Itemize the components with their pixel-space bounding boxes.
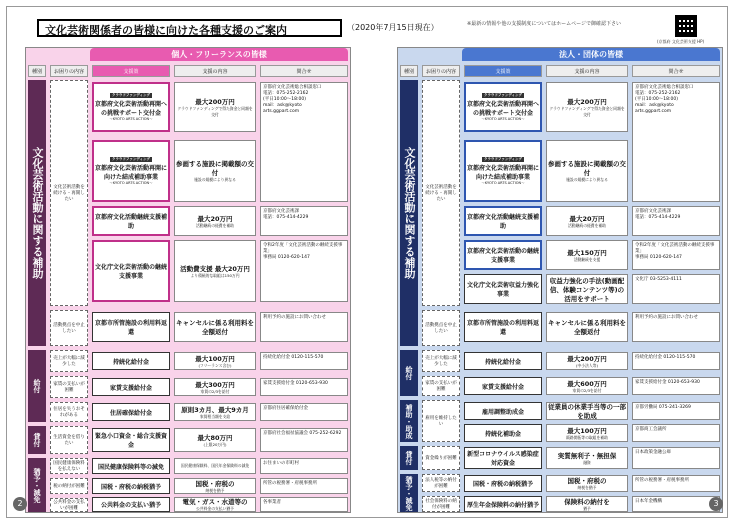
- amount-sub: 公共料金の支払い猶予: [196, 506, 234, 511]
- program-sub: ～KYOTO ARTS ACTION～: [481, 180, 525, 185]
- category-loan: 貸付: [400, 446, 418, 470]
- amount-box: [546, 424, 628, 442]
- amount-sub: 活動継続を支援: [573, 256, 601, 262]
- amount-sub: 国民健康保険料、国民年金保険料の減免: [180, 463, 250, 468]
- amount-box: [546, 312, 628, 342]
- category-deferral: 猶予・減免: [400, 474, 418, 512]
- program-name: 京都府文化芸術活動再開への挑戦サポート交付金: [95, 100, 168, 117]
- need-item: 活動拠点を中止したい: [422, 310, 460, 346]
- need-item: 住居を失うおそれがある: [50, 402, 88, 422]
- amount-box: [174, 458, 256, 474]
- col-head-type: 種別: [400, 65, 418, 77]
- program-box[interactable]: 持続化給付金: [464, 352, 542, 370]
- update-note: ※最新の情報や他の支援制度についてはホームページで御確認下さい: [467, 21, 621, 27]
- amount-box: [546, 352, 628, 370]
- contact-box: 利用予約の施設にお問い合わせ: [632, 312, 720, 342]
- contact-box: 家賃支援給付金 0120-653-930: [260, 378, 348, 396]
- amount-main: 国税・府税の: [195, 479, 235, 488]
- program-badge: クラウドファンディング: [484, 156, 522, 161]
- need-item: 家賃の支払いが困難: [422, 376, 460, 396]
- contact-box: [260, 82, 348, 202]
- program-box[interactable]: 文化庁文化芸術活動の継続支援事業: [92, 240, 170, 302]
- amount-main: 最大300万円: [195, 380, 235, 389]
- amount-main: 最大100万円: [567, 426, 607, 435]
- amount-box: [174, 206, 256, 236]
- contact-text: 京都府文化芸術総合相談窓口 電話：075-252-2162 (平日10:00～18:00): [263, 85, 322, 103]
- program-box[interactable]: 公共料金の支払い猶予: [92, 497, 170, 512]
- amount-box: [546, 475, 628, 492]
- amount-sub: 猶予: [583, 505, 591, 511]
- contact-box: 京都府文化芸術課 電話：075-414-4229: [632, 206, 720, 236]
- amount-box: [546, 206, 628, 236]
- amount-sub: クラウドファンディングで得た資金と同額を交付: [177, 105, 253, 117]
- need-item: 国民健康保険料を払えない: [50, 458, 88, 474]
- contact-box: 京都労働局 075-241-3269: [632, 402, 720, 420]
- amount-box: [546, 496, 628, 512]
- contact-box: 日本年金機構: [632, 496, 720, 512]
- contact-email[interactable]: mail：ask@kyoto arts.ggpart.com: [263, 103, 302, 115]
- panel-heading-individual: 個人・フリーランスの皆様: [90, 48, 348, 61]
- col-head-program: 支援策: [92, 65, 170, 77]
- title-date: （2020年7月15日現在）: [347, 23, 439, 32]
- need-item: 文化芸術活動を続ける・再開したい: [50, 80, 88, 306]
- col-head-content: 支援の内容: [174, 65, 256, 77]
- program-box[interactable]: 京都市所管施設の利用料返還: [92, 312, 170, 342]
- category-subsidy: 文化芸術活動に関する補助: [400, 80, 418, 346]
- amount-box: [174, 312, 256, 342]
- program-box[interactable]: 京都府文化芸術活動の継続支援事業: [464, 240, 542, 270]
- amount-sub: 納税を猶予: [205, 487, 225, 493]
- col-head-need: お困りの内容: [50, 65, 88, 77]
- program-sub: ～KYOTO ARTS ACTION～: [109, 180, 153, 185]
- amount-box: [546, 377, 628, 395]
- amount-main: キャンセルに係る利用料を全額返付: [548, 319, 626, 336]
- panel-heading-corporate: 法人・団体の皆様: [462, 48, 720, 61]
- program-box[interactable]: 家賃支援給付金: [92, 378, 170, 396]
- program-sub: ～KYOTO ARTS ACTION～: [481, 116, 525, 121]
- contact-box: お住まいの市町村: [260, 458, 348, 474]
- amount-box: [174, 497, 256, 512]
- panel-corporate: [397, 47, 723, 513]
- amount-sub: より積極的な取組は150万円: [190, 272, 240, 278]
- col-head-contact: 問合せ: [260, 65, 348, 77]
- contact-box: 令和2年度「文化芸術活動の継続支援事業」 事務局 0120-620-147: [260, 240, 348, 302]
- program-box[interactable]: [464, 140, 542, 202]
- amount-box: [546, 447, 628, 469]
- page-frame: [6, 6, 728, 518]
- program-box[interactable]: [464, 82, 542, 132]
- amount-main: 活動費支援 最大20万円: [180, 264, 250, 273]
- col-head-need: お困りの内容: [422, 65, 460, 77]
- amount-box: [546, 240, 628, 270]
- qr-caption: (京都府 文化芸術支援 HP): [657, 39, 705, 44]
- amount-sub: 施設の規模により異なる: [566, 177, 608, 182]
- amount-main: 最大20万円: [569, 214, 605, 223]
- amount-main: 最大80万円: [197, 433, 233, 442]
- program-box[interactable]: 国民健康保険料等の減免: [92, 458, 170, 474]
- program-box[interactable]: 国税・府税の納税猶予: [92, 478, 170, 494]
- amount-main: 参画する施設に掲載額の交付: [176, 160, 254, 177]
- col-head-type: 種別: [28, 65, 46, 77]
- program-box[interactable]: 持続化給付金: [92, 352, 170, 370]
- need-item: 税の納付が困難: [50, 478, 88, 494]
- program-badge: クラウドファンディング: [112, 92, 150, 97]
- program-box[interactable]: [92, 140, 170, 202]
- program-box[interactable]: 京都府文化活動継続支援補助: [464, 206, 542, 236]
- contact-box: 京都府社会福祉協議会 075-252-6292: [260, 428, 348, 452]
- amount-main: 電気・ガス・水道等の: [182, 498, 248, 506]
- amount-sub: (中小法人等): [576, 362, 598, 368]
- contact-box: 京都府文化芸術課 電話：075-414-4229: [260, 206, 348, 236]
- amount-box: [174, 403, 256, 421]
- panel-individual: [25, 47, 351, 513]
- category-subsidy: 文化芸術活動に関する補助: [28, 80, 46, 346]
- program-badge: クラウドファンディング: [484, 92, 522, 97]
- contact-box: 所管の税務署・府税事務所: [260, 478, 348, 494]
- amount-sub: 販路開拓等の取組を補助: [566, 434, 608, 440]
- need-item: 資金繰りが困難: [422, 446, 460, 470]
- amount-sub: 家賃の2/3を給付: [200, 388, 230, 394]
- program-sub: ～KYOTO ARTS ACTION～: [109, 116, 153, 121]
- amount-box: [174, 82, 256, 132]
- amount-main: 保険料の納付を: [564, 497, 610, 506]
- program-name: 京都府文化芸術活動再開への挑戦サポート交付金: [467, 100, 540, 117]
- amount-main: キャンセルに係る利用料を全額返付: [176, 319, 254, 336]
- category-benefit: 給付: [28, 350, 46, 422]
- amount-box: [174, 240, 256, 302]
- need-item: 文化芸術活動を続ける・再開したい: [422, 80, 460, 306]
- col-head-program: 支援策: [464, 65, 542, 77]
- contact-box: 家賃支援給付金 0120-653-930: [632, 377, 720, 395]
- amount-box: [174, 378, 256, 396]
- need-item: 雇用を維持したい: [422, 400, 460, 442]
- page-number-left: 2: [13, 497, 27, 511]
- amount-box: [174, 478, 256, 494]
- contact-email[interactable]: mail：ask@kyoto arts.ggpart.com: [635, 103, 674, 115]
- need-item: 公共料金の支払いが困難: [50, 498, 88, 512]
- amount-main: 従業員の休業手当等の一部を助成: [548, 403, 626, 420]
- amount-main: 最大20万円: [197, 214, 233, 223]
- amount-main: 原則3カ月、最大9カ月: [181, 405, 249, 414]
- amount-sub: クラウドファンディングで得た資金と同額を交付: [549, 105, 625, 117]
- category-grant: 補助・助成: [400, 400, 418, 442]
- program-box[interactable]: 緊急小口資金・総合支援資金: [92, 428, 170, 452]
- amount-main: 収益力強化の手法(動画配信、体験コンテンツ等)の活用をサポート: [549, 276, 625, 303]
- category-deferral: 猶予・減免: [28, 458, 46, 512]
- contact-box: [632, 82, 720, 202]
- contact-box: 京都府住居確保給付金: [260, 403, 348, 421]
- program-box[interactable]: 厚生年金保険料の納付猶予: [464, 496, 542, 512]
- program-box[interactable]: 住居確保給付金: [92, 403, 170, 421]
- amount-sub: 活動継続の経費を補助: [196, 222, 234, 228]
- program-box[interactable]: 持続化補助金: [464, 424, 542, 442]
- page-number-right: 3: [709, 497, 723, 511]
- need-item: 家賃の支払いが困難: [50, 376, 88, 398]
- qr-code-icon[interactable]: [675, 15, 697, 37]
- contact-box: 所管の税務署・府税事務所: [632, 475, 720, 492]
- contact-box: 持続化給付金 0120-115-570: [260, 352, 348, 370]
- program-box[interactable]: 京都市所管施設の利用料返還: [464, 312, 542, 342]
- program-box[interactable]: 文化庁文化芸術収益力強化事業: [464, 274, 542, 304]
- amount-box: [546, 82, 628, 132]
- amount-box: [546, 140, 628, 202]
- need-item: 社会保険料の納付が困難: [422, 496, 460, 512]
- amount-sub: 融資: [583, 459, 591, 465]
- category-benefit: 給付: [400, 350, 418, 396]
- amount-sub: 活動継続の経費を補助: [568, 222, 606, 228]
- amount-box: [174, 140, 256, 202]
- amount-sub: (上限20万円): [203, 441, 227, 447]
- amount-main: 最大200万円: [567, 97, 607, 106]
- amount-box: [546, 274, 628, 304]
- program-box[interactable]: 雇用調整助成金: [464, 402, 542, 420]
- amount-sub: (フリーランス含む): [198, 362, 232, 368]
- contact-box: 令和2年度「文化芸術活動の継続支援事業」 事務局 0120-620-147: [632, 240, 720, 270]
- amount-box: [174, 428, 256, 452]
- col-head-contact: 問合せ: [632, 65, 720, 77]
- page-title: 文化芸術関係者の皆様に向けた各種支援のご案内: [37, 19, 342, 37]
- program-name: 京都府文化芸術活動再開に向けた結成補助事業: [467, 164, 540, 181]
- amount-main: 実質無利子・無担保: [557, 451, 617, 460]
- contact-text: 京都府文化芸術総合相談窓口 電話：075-252-2162 (平日10:00～18:00): [635, 85, 694, 103]
- col-head-content: 支援の内容: [546, 65, 628, 77]
- program-badge: クラウドファンディング: [112, 156, 150, 161]
- program-box[interactable]: [92, 82, 170, 132]
- program-box[interactable]: 新型コロナウイルス感染症対応資金: [464, 447, 542, 469]
- amount-box: [174, 352, 256, 370]
- contact-box: 日本政策金融公庫: [632, 447, 720, 469]
- amount-main: 最大150万円: [567, 248, 607, 257]
- amount-main: 参画する施設に掲載額の交付: [548, 160, 626, 177]
- amount-main: 最大600万円: [567, 379, 607, 388]
- amount-main: 国税・府税の: [567, 477, 607, 485]
- amount-sub: 施設の規模により異なる: [194, 177, 236, 182]
- need-item: 売上が大幅に減少した: [422, 350, 460, 372]
- category-loan: 貸付: [28, 426, 46, 454]
- contact-box: 持続化給付金 0120-115-570: [632, 352, 720, 370]
- program-box[interactable]: 家賃支援給付金: [464, 377, 542, 395]
- program-name: 京都府文化芸術活動再開に向けた結成補助事業: [95, 164, 168, 181]
- amount-main: 最大200万円: [195, 97, 235, 106]
- need-item: 法人税等の納付が困難: [422, 474, 460, 492]
- program-box[interactable]: 京都府文化活動継続支援補助: [92, 206, 170, 236]
- amount-sub: 納税を猶予: [577, 485, 597, 490]
- contact-box: 利用予約の施設にお問い合わせ: [260, 312, 348, 342]
- amount-box: [546, 402, 628, 420]
- amount-sub: 家賃の2/3を給付: [572, 387, 602, 393]
- amount-sub: 家賃相当額を支給: [199, 413, 231, 419]
- amount-main: 最大200万円: [567, 354, 607, 363]
- contact-box: 文化庁 03-5253-4111: [632, 274, 720, 304]
- program-box[interactable]: 国税・府税の納税猶予: [464, 475, 542, 492]
- need-item: 活動拠点を中止したい: [50, 310, 88, 346]
- contact-box: 各事業者: [260, 497, 348, 512]
- amount-main: 最大100万円: [195, 354, 235, 363]
- need-item: 生活資金を借りたい: [50, 426, 88, 454]
- contact-box: 京都商工会議所: [632, 424, 720, 442]
- need-item: 売上が大幅に減少した: [50, 350, 88, 372]
